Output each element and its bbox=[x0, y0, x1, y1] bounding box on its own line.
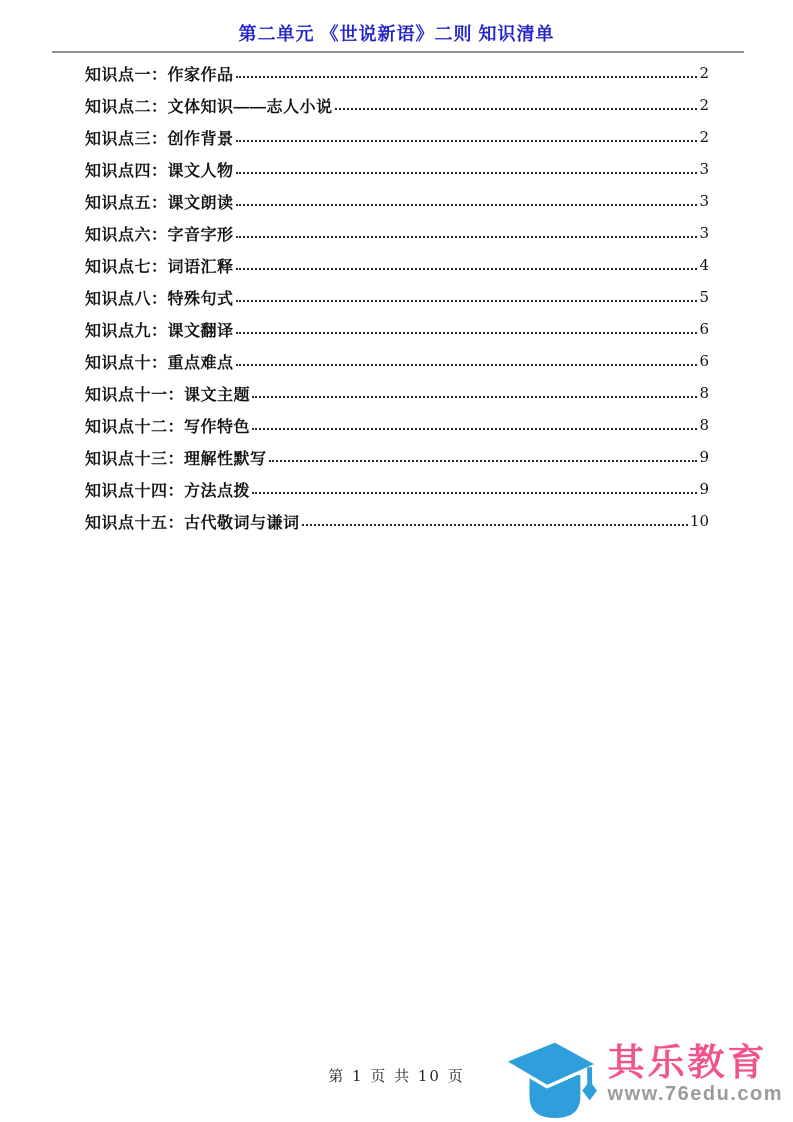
toc-page-number: 3 bbox=[699, 224, 709, 242]
toc-item[interactable] bbox=[85, 249, 709, 281]
toc-item-label: 知识点七：词语汇释 bbox=[85, 258, 234, 276]
toc-item-label: 知识点四：课文人物 bbox=[85, 162, 234, 180]
toc-item-label: 知识点十三：理解性默写 bbox=[85, 450, 267, 468]
toc-item[interactable] bbox=[85, 441, 709, 473]
toc-leader-dots bbox=[252, 412, 697, 430]
toc-page-number: 2 bbox=[699, 64, 709, 82]
graduation-cap-icon bbox=[502, 1030, 600, 1120]
toc-leader-dots bbox=[236, 348, 698, 366]
toc-leader-dots bbox=[269, 444, 698, 462]
toc-item-label: 知识点十：重点难点 bbox=[85, 354, 234, 372]
toc-item-label: 知识点六：字音字形 bbox=[85, 226, 234, 244]
toc-page-number: 8 bbox=[699, 416, 709, 434]
toc-item-label: 知识点一：作家作品 bbox=[85, 66, 234, 84]
toc-item[interactable] bbox=[85, 473, 709, 505]
toc-item[interactable] bbox=[85, 377, 709, 409]
toc-item[interactable] bbox=[85, 217, 709, 249]
toc-page-number: 3 bbox=[699, 160, 709, 178]
toc-item[interactable] bbox=[85, 121, 709, 153]
toc-item[interactable] bbox=[85, 153, 709, 185]
toc-leader-dots bbox=[335, 92, 698, 110]
toc-item-label: 知识点五：课文朗读 bbox=[85, 194, 234, 212]
toc-item-label: 知识点十五：古代敬词与谦词 bbox=[85, 514, 300, 532]
toc-item[interactable] bbox=[85, 409, 709, 441]
toc-leader-dots bbox=[302, 508, 688, 526]
toc-page-number: 9 bbox=[699, 448, 709, 466]
toc-page-number: 2 bbox=[699, 128, 709, 146]
toc-leader-dots bbox=[236, 316, 698, 334]
toc-page-number: 2 bbox=[699, 96, 709, 114]
toc-page-number: 9 bbox=[699, 480, 709, 498]
toc-item[interactable] bbox=[85, 313, 709, 345]
toc-item-label: 知识点二：文体知识——志人小说 bbox=[85, 98, 333, 116]
toc-item-label: 知识点三：创作背景 bbox=[85, 130, 234, 148]
table-of-contents bbox=[85, 57, 709, 537]
brand-text-block bbox=[608, 1044, 783, 1106]
toc-page-number: 10 bbox=[689, 512, 709, 530]
toc-item[interactable] bbox=[85, 89, 709, 121]
toc-item[interactable] bbox=[85, 281, 709, 313]
toc-leader-dots bbox=[236, 124, 698, 142]
toc-page-number: 5 bbox=[699, 288, 709, 306]
page-number-indicator: 第 1 页 共 10 页 bbox=[328, 1067, 465, 1085]
toc-item[interactable] bbox=[85, 505, 709, 537]
brand-logo bbox=[502, 1030, 783, 1120]
brand-name: 其乐教育 bbox=[607, 1042, 768, 1084]
toc-item-label: 知识点九：课文翻译 bbox=[85, 322, 234, 340]
toc-leader-dots bbox=[236, 156, 698, 174]
toc-item-label: 知识点八：特殊句式 bbox=[85, 290, 234, 308]
toc-page-number: 3 bbox=[699, 192, 709, 210]
toc-item[interactable] bbox=[85, 345, 709, 377]
toc-item-label: 知识点十一：课文主题 bbox=[85, 386, 251, 404]
document-title: 第二单元 《世说新语》二则 知识清单 bbox=[238, 24, 555, 44]
toc-item-label: 知识点十二：写作特色 bbox=[85, 418, 251, 436]
toc-leader-dots bbox=[252, 476, 697, 494]
header-divider bbox=[52, 51, 744, 53]
toc-leader-dots bbox=[236, 284, 698, 302]
toc-leader-dots bbox=[236, 220, 698, 238]
toc-page-number: 6 bbox=[699, 352, 709, 370]
toc-item[interactable] bbox=[85, 185, 709, 217]
toc-page-number: 6 bbox=[699, 320, 709, 338]
toc-leader-dots bbox=[236, 188, 698, 206]
toc-item[interactable] bbox=[85, 57, 709, 89]
toc-page-number: 4 bbox=[699, 256, 709, 274]
toc-page-number: 8 bbox=[699, 384, 709, 402]
toc-leader-dots bbox=[252, 380, 697, 398]
toc-leader-dots bbox=[236, 60, 698, 78]
toc-item-label: 知识点十四：方法点拨 bbox=[85, 482, 251, 500]
brand-website: www.76edu.com bbox=[607, 1082, 783, 1105]
toc-leader-dots bbox=[236, 252, 698, 270]
